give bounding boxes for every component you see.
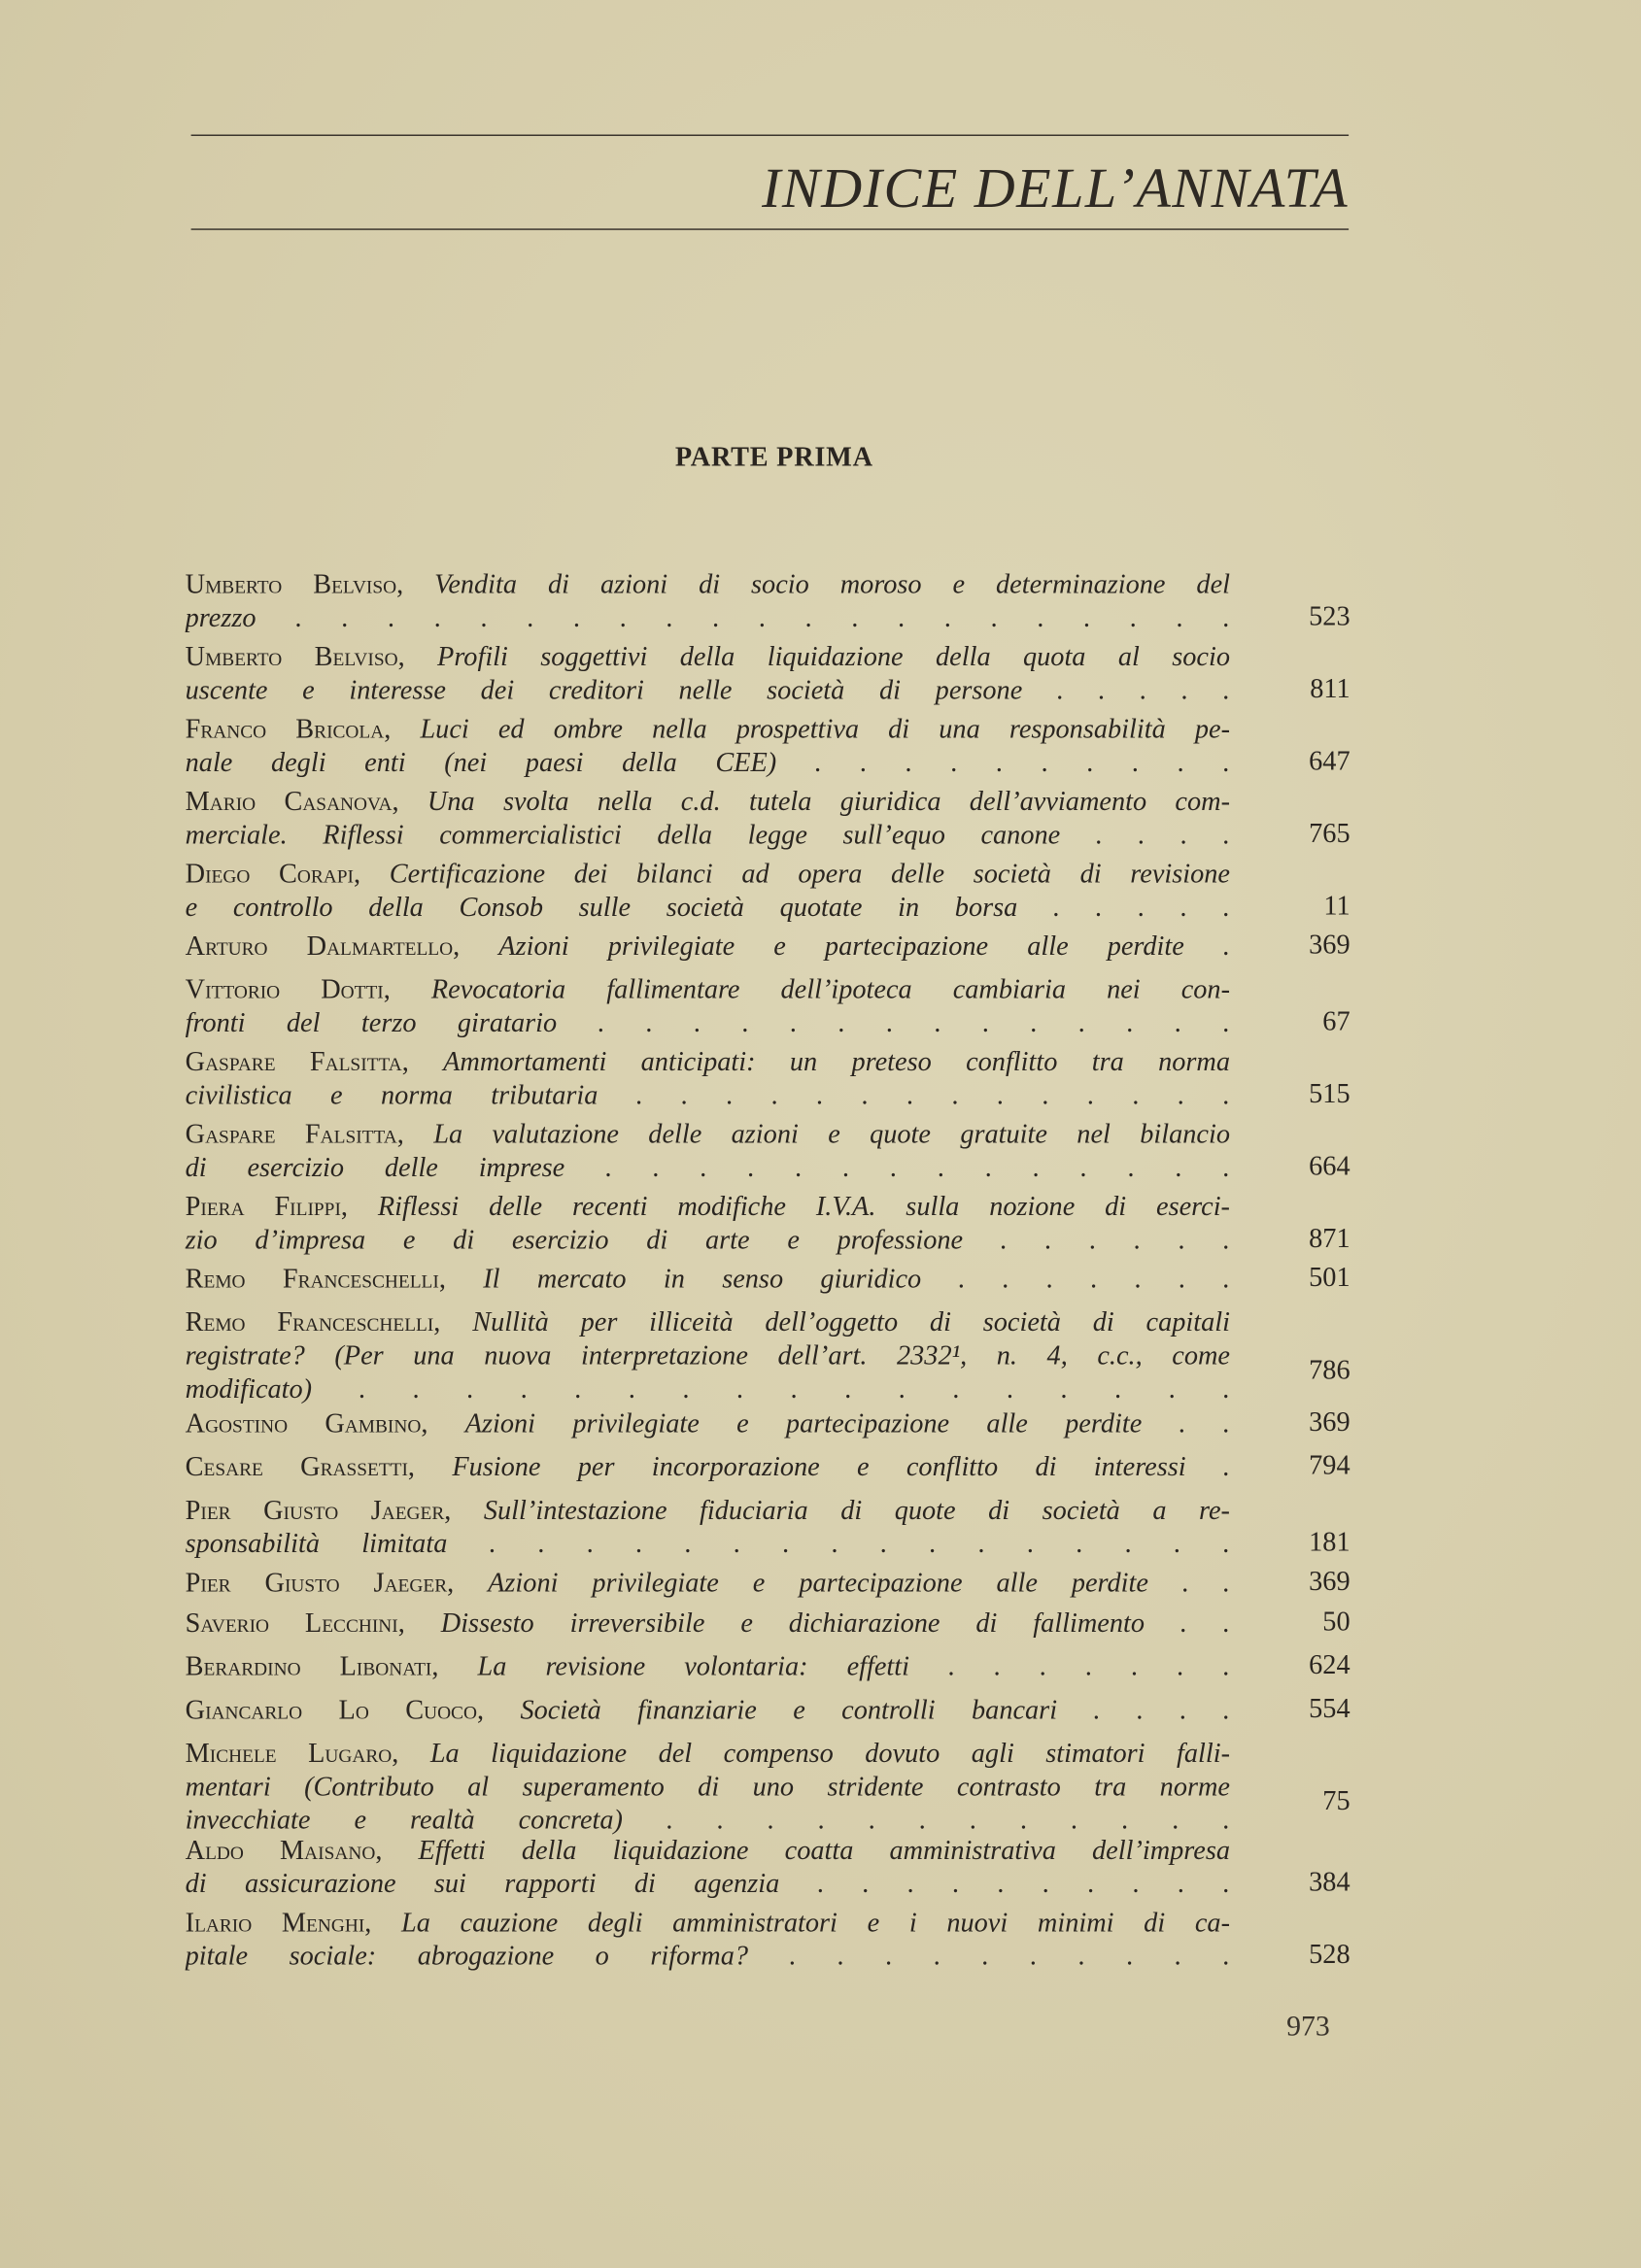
entry-title-continued: mentari (Contributo al superamento di uno stridente contrasto tra norme <box>185 1772 1230 1803</box>
entry-line <box>186 1868 1230 1901</box>
index-entry <box>186 713 1350 780</box>
entry-author: Remo Franceschelli, <box>185 1307 441 1338</box>
index-entry <box>186 1407 1350 1440</box>
folio-page-number: 973 <box>1286 2011 1330 2044</box>
entry-title: Vendita di azioni di socio moroso e determinazione del <box>434 569 1230 601</box>
top-rule <box>191 135 1350 136</box>
entry-author: Agostino Gambino, <box>185 1408 428 1439</box>
entry-author: Pier Giusto Jaeger, <box>185 1568 455 1599</box>
entry-title: Nullità per illiceità dell’oggetto di società di capitali <box>472 1307 1230 1338</box>
index-entry <box>186 1451 1350 1484</box>
entry-page-number: 554 <box>1309 1694 1350 1725</box>
entry-page-number: 523 <box>1309 601 1350 632</box>
entry-line <box>186 786 1230 819</box>
entry-page-number: 384 <box>1309 1867 1350 1899</box>
entry-title: Revocatoria fallimentare dell’ipoteca cambiaria nei con- <box>430 974 1230 1006</box>
entry-page-number: 765 <box>1309 819 1350 850</box>
entry-title-continued: zio d’impresa e di esercizio di arte e professione . . . . . . <box>185 1225 1230 1256</box>
entry-title: Luci ed ombre nella prospettiva di una responsabilità pe- <box>420 714 1230 746</box>
entry-line <box>186 674 1230 707</box>
entry-title: Il mercato in senso giuridico . . . . . . . <box>483 1264 1230 1296</box>
entry-author: Diego Corapi, <box>185 859 361 890</box>
entry-title: Dissesto irreversibile e dichiarazione di fallimento . . <box>440 1608 1230 1640</box>
index-entry <box>186 1306 1350 1406</box>
entry-line <box>186 1046 1230 1079</box>
entry-line <box>186 1372 1230 1405</box>
entry-title: Azioni privilegiate e partecipazione alle perdite . . <box>488 1568 1230 1599</box>
index-entry <box>186 1907 1350 1974</box>
entry-title-continued: e controllo della Consob sulle società quotate in borsa . . . . . <box>185 892 1230 924</box>
entry-line <box>186 858 1230 891</box>
index-entry <box>186 1191 1350 1258</box>
entry-page-number: 624 <box>1309 1650 1350 1681</box>
entry-line <box>186 1567 1230 1600</box>
entry-line <box>186 713 1230 746</box>
index-entry <box>186 1694 1350 1727</box>
index-entry <box>186 641 1350 708</box>
entry-title-continued: merciale. Riflessi commercialistici della legge sull’equo canone . . . . <box>185 820 1230 851</box>
entry-line <box>186 1152 1230 1185</box>
entry-line <box>186 1224 1230 1257</box>
index-entry <box>186 858 1350 925</box>
entry-title: Sull’intestazione fiduciaria di quote di società a re- <box>483 1496 1230 1527</box>
index-entry <box>186 931 1350 964</box>
entry-line <box>186 819 1230 852</box>
entry-author: Gaspare Falsitta, <box>185 1119 404 1151</box>
entry-title: La liquidazione del compenso dovuto agli stimatori falli- <box>429 1739 1230 1770</box>
index-entry <box>186 1567 1350 1600</box>
index-entry <box>186 1835 1350 1902</box>
entry-line <box>186 1835 1230 1868</box>
entry-author: Cesare Grassetti, <box>185 1452 416 1483</box>
index-entry <box>186 1608 1350 1641</box>
page-title: INDICE DELL’ANNATA <box>762 157 1350 220</box>
entry-title-continued: di assicurazione sui rapporti di agenzia . . . . . . . . . . <box>185 1869 1230 1900</box>
entry-author: Piera Filippi, <box>185 1192 348 1223</box>
entry-title: La valutazione delle azioni e quote gratuite nel bilancio <box>433 1119 1230 1151</box>
index-entry <box>186 1650 1350 1683</box>
index-entry <box>186 973 1350 1040</box>
entry-line <box>186 1650 1230 1683</box>
entry-page-number: 369 <box>1309 1567 1350 1598</box>
entry-title: La cauzione degli amministratori e i nuovi minimi di ca- <box>401 1908 1230 1939</box>
entry-author: Giancarlo Lo Cuoco, <box>185 1695 485 1726</box>
index-entry <box>186 1738 1350 1838</box>
index-entry <box>186 568 1350 635</box>
entry-title: Riflessi delle recenti modifiche I.V.A. sulla nozione di eserci- <box>377 1192 1230 1223</box>
entry-line <box>186 1339 1230 1372</box>
entry-author: Umberto Belviso, <box>185 642 405 673</box>
entry-line <box>186 1738 1230 1771</box>
entry-author: Remo Franceschelli, <box>185 1264 446 1296</box>
entry-line <box>186 1407 1230 1440</box>
entry-line <box>186 1495 1230 1528</box>
entry-title: Effetti della liquidazione coatta amministrativa dell’impresa <box>418 1836 1230 1867</box>
entry-line <box>186 1608 1230 1641</box>
entry-page-number: 647 <box>1309 746 1350 777</box>
entry-line <box>186 1771 1230 1804</box>
entry-line <box>186 1263 1230 1296</box>
entry-title-continued: uscente e interesse dei creditori nelle società di persone . . . . . <box>185 675 1230 706</box>
entry-line <box>186 1694 1230 1727</box>
entry-line <box>186 1007 1230 1040</box>
entry-page-number: 67 <box>1322 1006 1350 1037</box>
entry-title: Una svolta nella c.d. tutela giuridica dell’avviamento com- <box>427 787 1230 818</box>
entry-author: Umberto Belviso, <box>185 569 404 601</box>
entry-page-number: 664 <box>1309 1151 1350 1182</box>
entry-page-number: 794 <box>1309 1450 1350 1482</box>
entry-title: La revisione volontaria: effetti . . . . . . . <box>477 1651 1230 1683</box>
entry-page-number: 515 <box>1309 1079 1350 1110</box>
entry-line <box>186 568 1230 601</box>
entry-title-continued: di esercizio delle imprese . . . . . . . . . . . . . . <box>185 1153 1230 1184</box>
entry-author: Michele Lugaro, <box>185 1739 399 1770</box>
entry-author: Ilario Menghi, <box>185 1908 372 1939</box>
entry-line <box>186 1079 1230 1112</box>
entry-page-number: 528 <box>1309 1940 1350 1971</box>
entry-line <box>186 931 1230 964</box>
entry-page-number: 50 <box>1322 1607 1350 1639</box>
entry-line <box>186 602 1230 635</box>
entry-page-number: 811 <box>1310 674 1350 705</box>
entry-line <box>186 891 1230 924</box>
entry-author: Berardino Libonati, <box>185 1651 439 1683</box>
entry-page-number: 786 <box>1309 1355 1350 1386</box>
index-entry <box>186 1046 1350 1113</box>
title-underline-rule <box>191 228 1350 229</box>
entry-author: Aldo Maisano, <box>185 1836 383 1867</box>
entry-title: Azioni privilegiate e partecipazione alle perdite . <box>498 931 1230 963</box>
entry-title-continued: civilistica e norma tributaria . . . . . . . . . . . . . . <box>185 1080 1230 1111</box>
entry-page-number: 11 <box>1323 891 1350 922</box>
entry-page-number: 181 <box>1309 1527 1350 1559</box>
entry-title-continued: nale degli enti (nei paesi della CEE) . . . . . . . . . . <box>185 748 1230 779</box>
index-entry <box>186 1118 1350 1185</box>
entry-author: Franco Bricola, <box>185 714 392 746</box>
entry-page-number: 369 <box>1309 1407 1350 1439</box>
entry-line <box>186 747 1230 780</box>
index-entry <box>186 1263 1350 1296</box>
entry-title: Ammortamenti anticipati: un preteso conflitto tra norma <box>443 1047 1230 1078</box>
entry-title: Certificazione dei bilanci ad opera delle società di revisione <box>389 859 1230 890</box>
entry-line <box>186 1118 1230 1151</box>
entry-page-number: 369 <box>1309 930 1350 961</box>
entry-page-number: 871 <box>1309 1224 1350 1255</box>
entry-title-continued: invecchiate e realtà concreta) . . . . . . . . . . . . <box>185 1805 1230 1837</box>
index-entry <box>186 786 1350 853</box>
entry-title-continued: registrate? (Per una nuova interpretazione dell’art. 2332¹, n. 4, c.c., come <box>185 1340 1230 1371</box>
entry-title: Fusione per incorporazione e conflitto di interessi . <box>452 1452 1230 1483</box>
entry-line <box>186 1191 1230 1224</box>
entry-line <box>186 1306 1230 1339</box>
entry-page-number: 501 <box>1309 1263 1350 1294</box>
entry-author: Gaspare Falsitta, <box>185 1047 409 1078</box>
entry-line <box>186 1907 1230 1940</box>
entry-line <box>186 973 1230 1006</box>
entry-line <box>186 641 1230 674</box>
section-heading: PARTE PRIMA <box>674 442 873 474</box>
entry-title-continued: modificato) . . . . . . . . . . . . . . . . . <box>185 1373 1230 1405</box>
index-entry <box>186 1495 1350 1562</box>
entry-line <box>186 1940 1230 1973</box>
entry-title: Azioni privilegiate e partecipazione alle perdite . . <box>464 1408 1230 1439</box>
entry-line <box>186 1804 1230 1837</box>
entry-title: Profili soggettivi della liquidazione della quota al socio <box>437 642 1230 673</box>
entry-author: Pier Giusto Jaeger, <box>185 1496 452 1527</box>
entry-page-number: 75 <box>1322 1786 1350 1817</box>
entry-author: Mario Casanova, <box>185 787 399 818</box>
entry-author: Saverio Lecchini, <box>185 1608 405 1640</box>
entry-author: Vittorio Dotti, <box>185 974 391 1006</box>
entry-title-continued: prezzo . . . . . . . . . . . . . . . . . . . . . <box>185 603 1230 634</box>
entry-title-continued: pitale sociale: abrogazione o riforma? . . . . . . . . . . <box>185 1941 1230 1973</box>
entry-line <box>186 1451 1230 1484</box>
entry-title: Società finanziarie e controlli bancari . . . . <box>520 1695 1230 1726</box>
entry-title-continued: sponsabilità limitata . . . . . . . . . . . . . . . . <box>185 1529 1230 1560</box>
entry-author: Arturo Dalmartello, <box>185 931 461 963</box>
entry-line <box>186 1528 1230 1561</box>
entry-title-continued: fronti del terzo giratario . . . . . . . . . . . . . . <box>185 1008 1230 1039</box>
